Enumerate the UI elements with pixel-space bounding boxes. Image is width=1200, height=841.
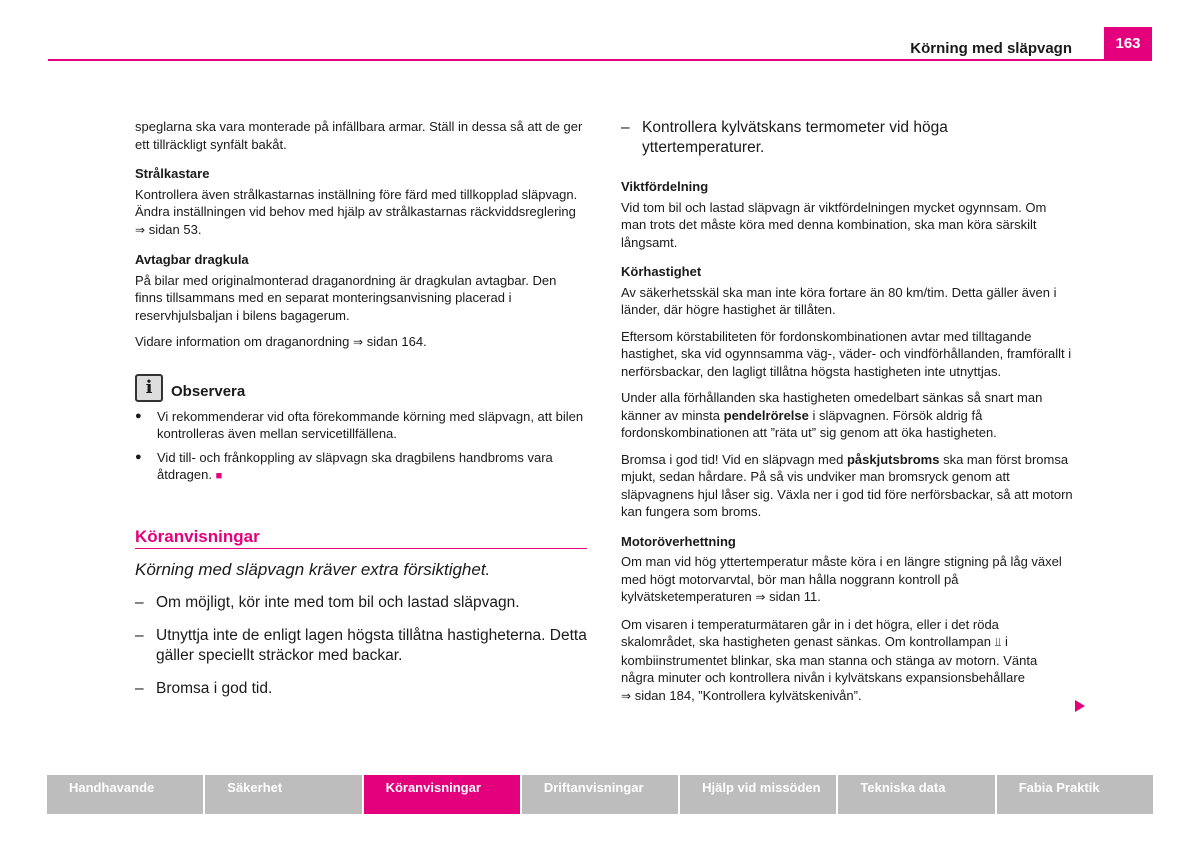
page-header-title: Körning med släpvagn — [910, 40, 1072, 57]
note-title: Observera — [171, 382, 246, 400]
chapter-tabs — [47, 775, 1153, 814]
heading-stralkastare: Strålkastare — [135, 166, 210, 181]
list-item: – Om möjligt, kör inte med tom bil och lastad släpvagn. — [135, 593, 520, 611]
paragraph-motoroverhettning-1: Om man vid hög yttertemperatur måste köra i en längre stigning på låg växel med högt motorvarvtal, bör man hålla noggrann kontroll på kylvätsketemperaturen ⇒ sidan 11. — [621, 554, 1062, 604]
bullet-dot-icon: ● — [135, 450, 142, 463]
double-arrow-right-icon: ⇒ — [621, 688, 632, 703]
section-lead: Körning med släpvagn kräver extra försiktighet. — [135, 560, 491, 579]
list-item: – Utnyttja inte de enligt lagen högsta tillåtna hastigheterna. Detta gäller speciellt sträckor med backar. — [135, 626, 587, 664]
tab-koranvisningar[interactable]: Köranvisningar — [364, 775, 520, 814]
next-page-arrow-icon[interactable] — [1075, 700, 1085, 712]
double-arrow-right-icon: ⇒ — [353, 335, 364, 349]
info-icon: i — [135, 374, 163, 402]
tab-fabia-praktik[interactable]: Fabia Praktik — [997, 775, 1153, 814]
double-arrow-right-icon: ⇒ — [135, 222, 146, 237]
heading-dragkula: Avtagbar dragkula — [135, 252, 249, 267]
heading-korhastighet: Körhastighet — [621, 264, 702, 279]
coolant-warning-icon: ⫫ — [994, 635, 1002, 649]
header-rule — [48, 59, 1152, 61]
tab-tekniska-data[interactable]: Tekniska data — [838, 775, 994, 814]
note-bullet: ● Vid till- och frånkoppling av släpvagn ska dragbilens handbroms vara åtdragen. ■ — [135, 449, 587, 486]
paragraph-korhastighet-4: Bromsa i god tid! Vid en släpvagn med påskjutsbroms ska man först bromsa mjukt, sedan hårdare. På så vis undviker man bromsryck genom att släpvagnens hjul låser sig. Växla ner i god tid före nerförsbackar, så att motorn kan fungera som broms. — [621, 451, 1073, 519]
page-ref-link[interactable]: sidan 11. — [769, 589, 821, 604]
paragraph-dragkula: På bilar med originalmonterad draganordning är dragkulan avtagbar. Den finns tillsammans med en separat monteringsanvisning placerad i reservhjulsbaljan i bilens bagagerum. — [135, 272, 557, 323]
paragraph-korhastighet-1: Av säkerhetsskäl ska man inte köra fortare än 80 km/tim. Detta gäller även i länder, där högre hastighet är tillåten. — [621, 284, 1057, 317]
list-item: – Bromsa i god tid. — [135, 679, 273, 697]
note-bullet: ● Vi rekommenderar vid ofta förekommande körning med släpvagn, att bilen kontrolleras även mellan servicetillfällena. — [135, 408, 584, 441]
paragraph-stralkastare: Kontrollera även strålkastarnas inställning före färd med tillkopplad släpvagn. Ändra inställningen vid behov med hjälp av strålkastarnas räckviddsreglering ⇒ sidan 53. — [135, 186, 578, 237]
paragraph-korhastighet-2: Eftersom körstabiliteten för fordonskombinationen avtar med tilltagande hastighet, ska vid ogynnsamma väg-, väder- och vindförhållanden, framförallt i nerförsbackar, den lagligt tillåtna högsta hastigheten inte utnyttjas. — [621, 328, 1072, 379]
tab-driftanvisningar[interactable]: Driftanvisningar — [522, 775, 678, 814]
list-item: – Kontrollera kylvätskans termometer vid höga yttertemperaturer. — [621, 119, 948, 156]
heading-viktfordelning: Viktfördelning — [621, 179, 709, 194]
page-ref-link[interactable]: sidan 184, ”Kontrollera kylvätskenivån”. — [634, 687, 862, 703]
paragraph-viktfordelning: Vid tom bil och lastad släpvagn är viktfördelningen mycket ogynnsam. Om man trots det måste köra med denna kombination, ska man köra särskilt långsamt. — [621, 199, 1047, 250]
note-header — [135, 374, 587, 402]
section-title: Köranvisningar — [135, 528, 587, 550]
paragraph-korhastighet-3: Under alla förhållanden ska hastigheten omedelbart sänkas så snart man känner av minsta pendelrörelse i släpvagnen. Försök aldrig få fordonskombinationen att ”räta ut” sig genom att öka hastigheten. — [621, 390, 1043, 440]
end-marker-icon: ■ — [215, 470, 223, 482]
page-number: 163 — [1104, 27, 1152, 59]
tab-sakerhet[interactable]: Säkerhet — [205, 775, 361, 814]
tab-hjalp-vid-missoden[interactable]: Hjälp vid missöden — [680, 775, 836, 814]
paragraph-motoroverhettning-2: Om visaren i temperaturmätaren går in i det högra, eller i det röda skalområdet, ska hastigheten genast sänkas. Om kontrollampan ⫫ i kombiinstrumentet blinkar, ska man stanna och stänga av motorn. Vänta några minuter och kontrollera nivån i kylvätskans expansionsbehållare ⇒ sidan 184, ”Kontrollera kylvätskenivån”. — [621, 616, 1038, 703]
intro-paragraph: speglarna ska vara monterade på infällbara armar. Ställ in dessa så att de ger ett tillräckligt synfält bakåt. — [135, 119, 583, 152]
tab-handhavande[interactable]: Handhavande — [47, 775, 203, 814]
bullet-dot-icon: ● — [135, 409, 142, 422]
left-column — [135, 118, 587, 712]
double-arrow-right-icon: ⇒ — [755, 590, 766, 604]
heading-motoroverhettning: Motoröverhettning — [621, 533, 736, 549]
paragraph-draganordning: Vidare information om draganordning ⇒ sidan 164. — [135, 334, 427, 349]
page-ref-link[interactable]: sidan 164. — [366, 334, 427, 349]
page-ref-link[interactable]: sidan 53. — [148, 221, 202, 237]
right-column — [621, 118, 1073, 714]
